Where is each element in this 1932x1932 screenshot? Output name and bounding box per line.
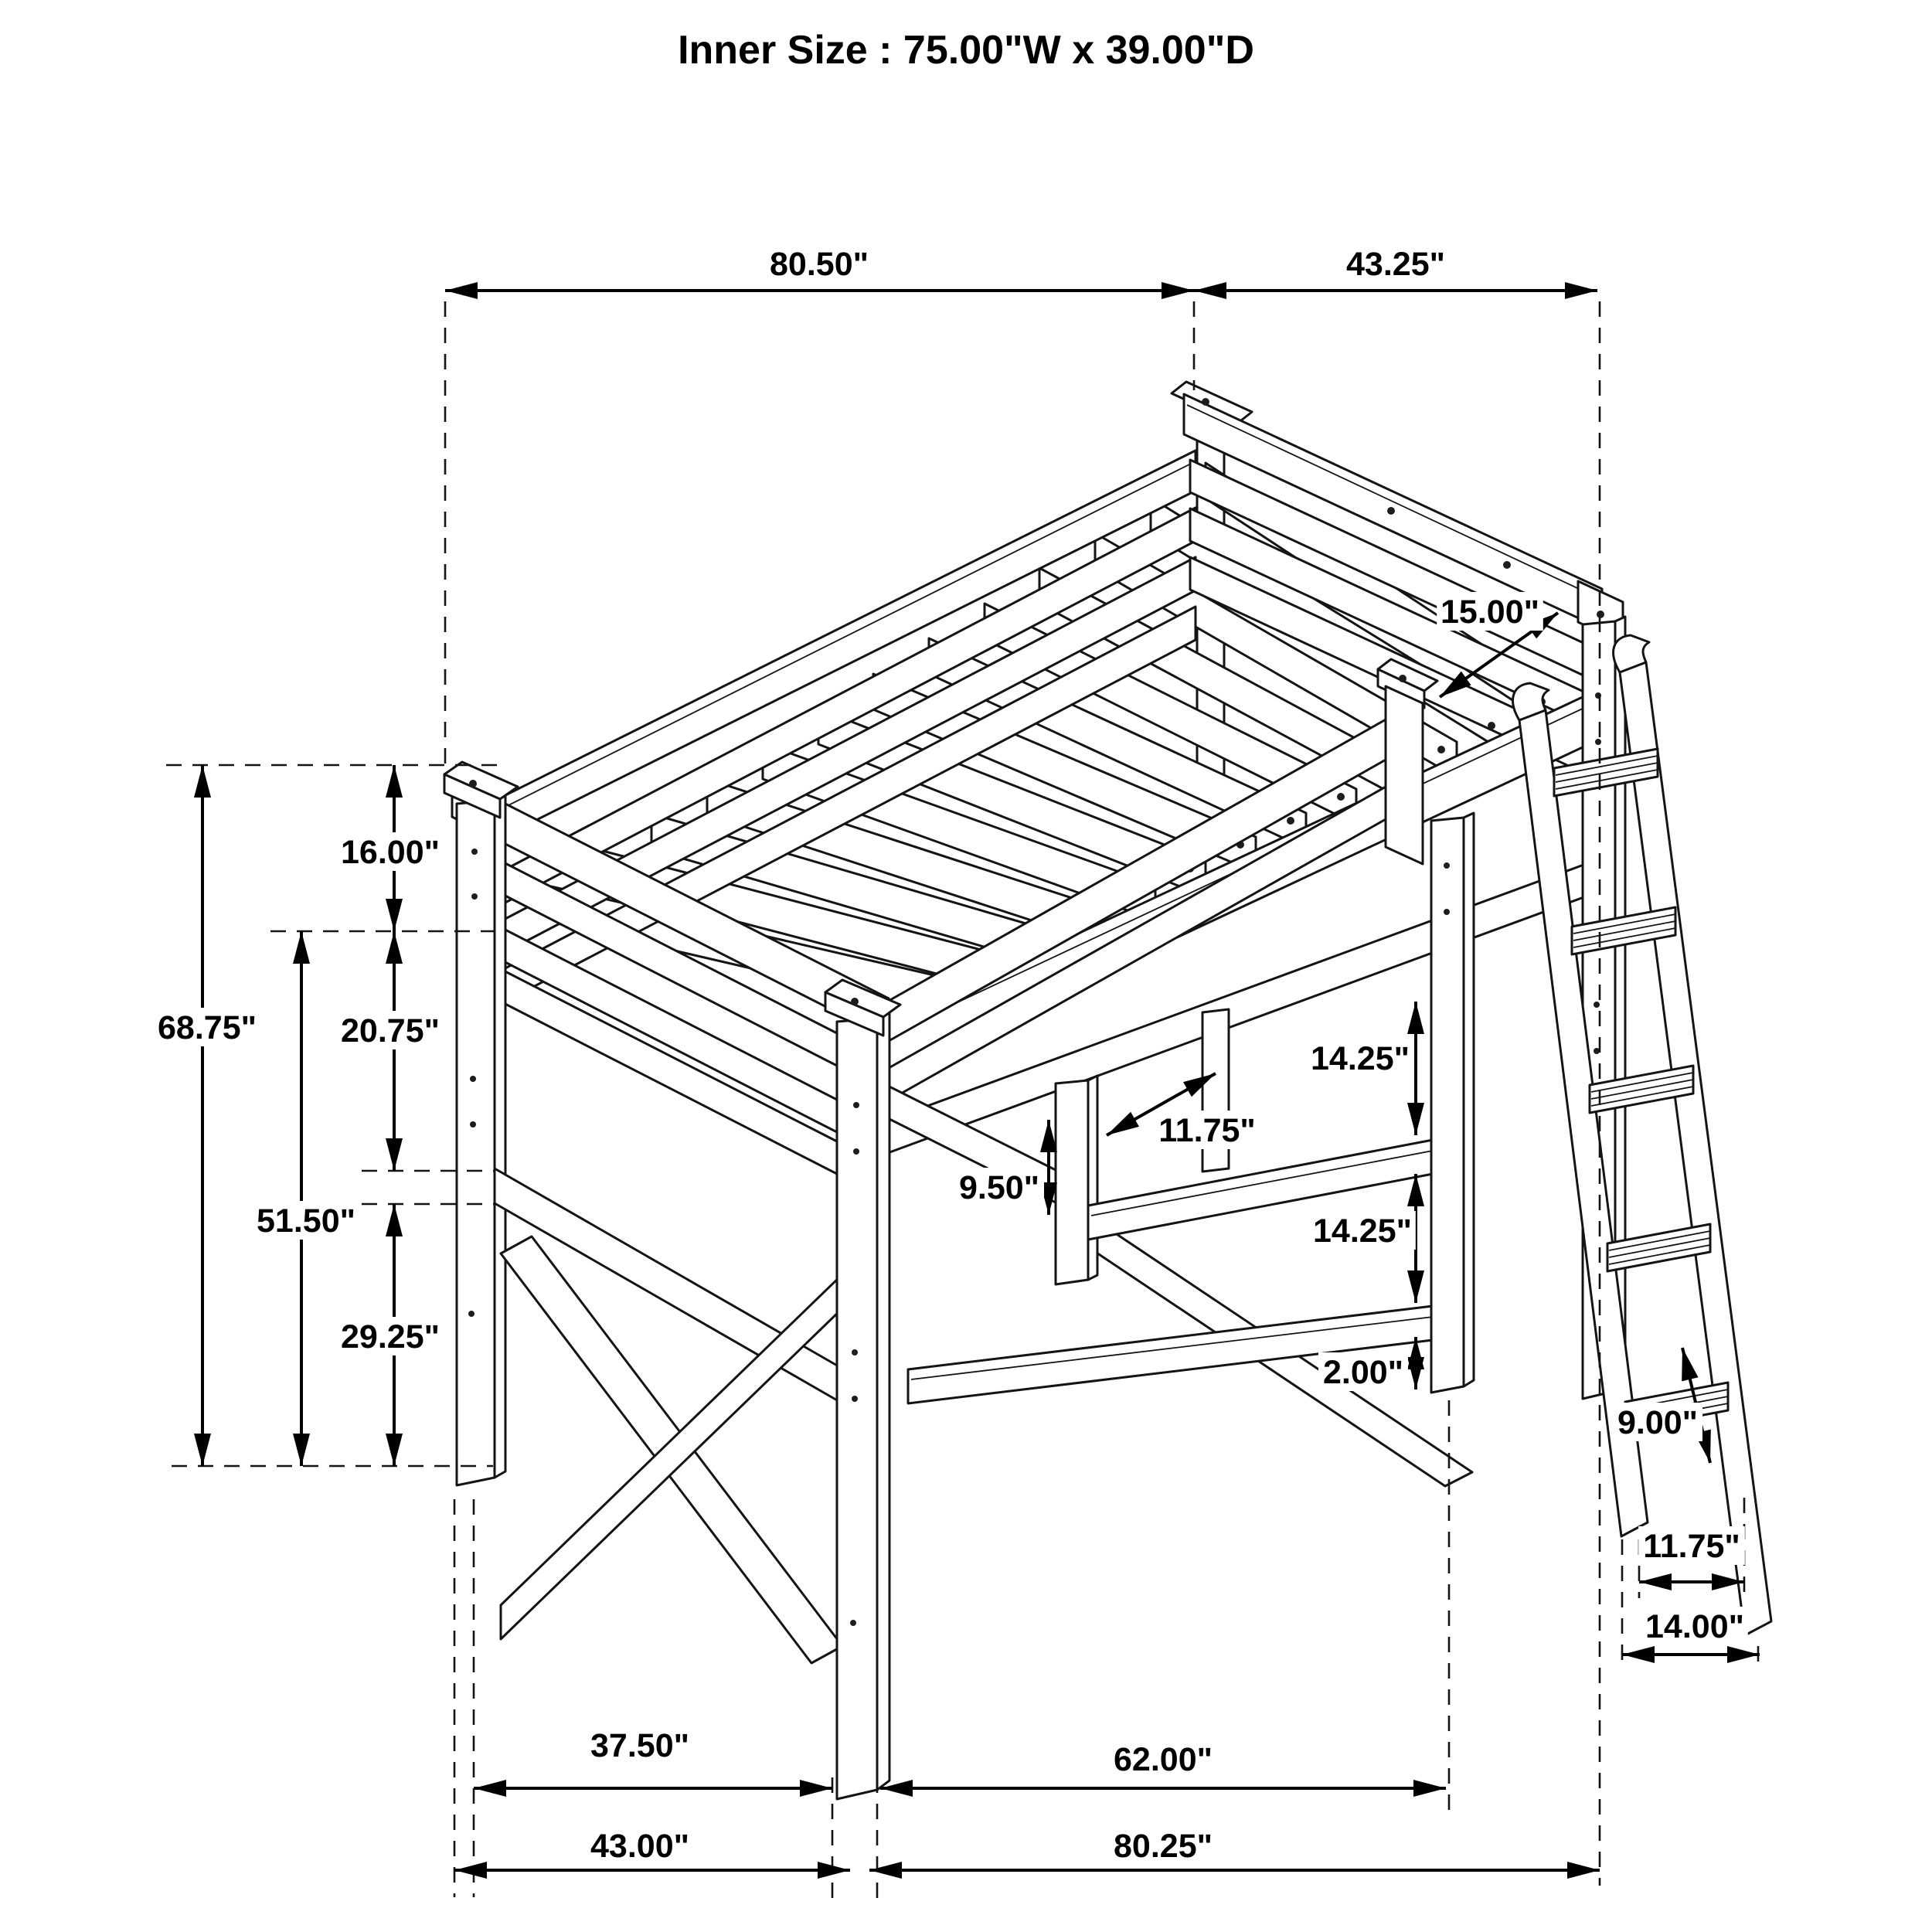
arrowhead <box>194 765 211 798</box>
arrowhead <box>386 765 403 798</box>
dimension-label: 9.50" <box>958 1169 1040 1206</box>
arrowhead <box>293 1434 310 1466</box>
dimension-68.75 <box>154 765 260 1466</box>
dimension-16.00 <box>337 765 444 931</box>
dimension-label: 43.00" <box>590 1828 689 1865</box>
arrowhead <box>386 1434 403 1466</box>
arrowhead <box>1407 1103 1424 1135</box>
arrowhead <box>386 931 403 964</box>
dimension-label: 14.25" <box>1311 1040 1410 1077</box>
arrowhead <box>869 1862 902 1879</box>
dimension-label: 37.50" <box>590 1727 689 1764</box>
shelf-post <box>1431 818 1464 1393</box>
dimension-20.75 <box>337 931 444 1171</box>
dimension-11.75 <box>1638 1526 1745 1590</box>
dimension-label: 68.75" <box>158 1009 257 1046</box>
arrowhead <box>818 1862 850 1879</box>
dimension-label: 43.25" <box>1346 246 1445 283</box>
arrowhead <box>386 1138 403 1171</box>
arrowhead <box>1567 1862 1600 1879</box>
dimension-80.50 <box>445 244 1194 299</box>
arrowhead <box>386 899 403 931</box>
arrowhead <box>1407 1270 1424 1303</box>
dimension-80.25 <box>869 1826 1600 1879</box>
arrowhead <box>1194 282 1226 299</box>
dimension-14.25 <box>1307 1002 1424 1135</box>
arrowhead <box>454 1862 487 1879</box>
arrowhead <box>1107 1112 1139 1135</box>
ladder <box>1513 635 1771 1635</box>
shelf-post-side <box>1464 813 1474 1386</box>
dimension-label: 16.00" <box>341 834 440 871</box>
dimension-62.00 <box>880 1740 1446 1797</box>
support-post-side <box>1088 1076 1097 1280</box>
drawing-title: Inner Size : 75.00"W x 39.00"D <box>678 28 1254 73</box>
arrowhead <box>800 1780 832 1797</box>
dimension-14.00 <box>1622 1607 1760 1663</box>
support-post <box>1056 1080 1088 1284</box>
bed-structure <box>444 382 1771 1799</box>
arrowhead <box>386 1204 403 1236</box>
arrowhead <box>1407 1357 1424 1389</box>
dimension-11.75 <box>1107 1073 1260 1149</box>
post-front-left <box>825 980 900 1799</box>
dimension-label: 62.00" <box>1114 1741 1213 1778</box>
dimension-label: 15.00" <box>1440 594 1539 631</box>
dimension-label: 80.50" <box>770 246 869 283</box>
dimension-29.25 <box>337 1204 444 1466</box>
arrowhead <box>1162 282 1194 299</box>
dimension-label: 20.75" <box>341 1012 440 1049</box>
dimension-label: 51.50" <box>257 1202 355 1240</box>
dimension-37.50 <box>474 1726 832 1797</box>
arrowhead <box>474 1780 506 1797</box>
arrowhead <box>445 282 478 299</box>
dimension-label: 80.25" <box>1114 1828 1213 1865</box>
arrowhead <box>1727 1646 1760 1663</box>
dimension-label: 14.00" <box>1645 1608 1744 1645</box>
dimension-label: 14.25" <box>1313 1213 1412 1250</box>
dimension-43.00 <box>454 1826 850 1879</box>
arrowhead <box>1622 1646 1655 1663</box>
dimension-label: 11.75" <box>1158 1112 1256 1149</box>
dimension-label: 9.00" <box>1617 1404 1699 1441</box>
arrowhead <box>1407 1002 1424 1034</box>
arrowhead <box>194 1434 211 1466</box>
arrowhead <box>1682 1348 1698 1381</box>
dimension-label: 2.00" <box>1322 1354 1404 1391</box>
dimension-label: 11.75" <box>1643 1528 1740 1565</box>
dimension-label: 29.25" <box>341 1318 440 1355</box>
arrowhead <box>1413 1780 1446 1797</box>
arrowhead <box>1565 282 1597 299</box>
arrowhead <box>293 931 310 964</box>
dimension-43.25 <box>1194 244 1597 299</box>
arrowhead <box>1639 1573 1672 1590</box>
